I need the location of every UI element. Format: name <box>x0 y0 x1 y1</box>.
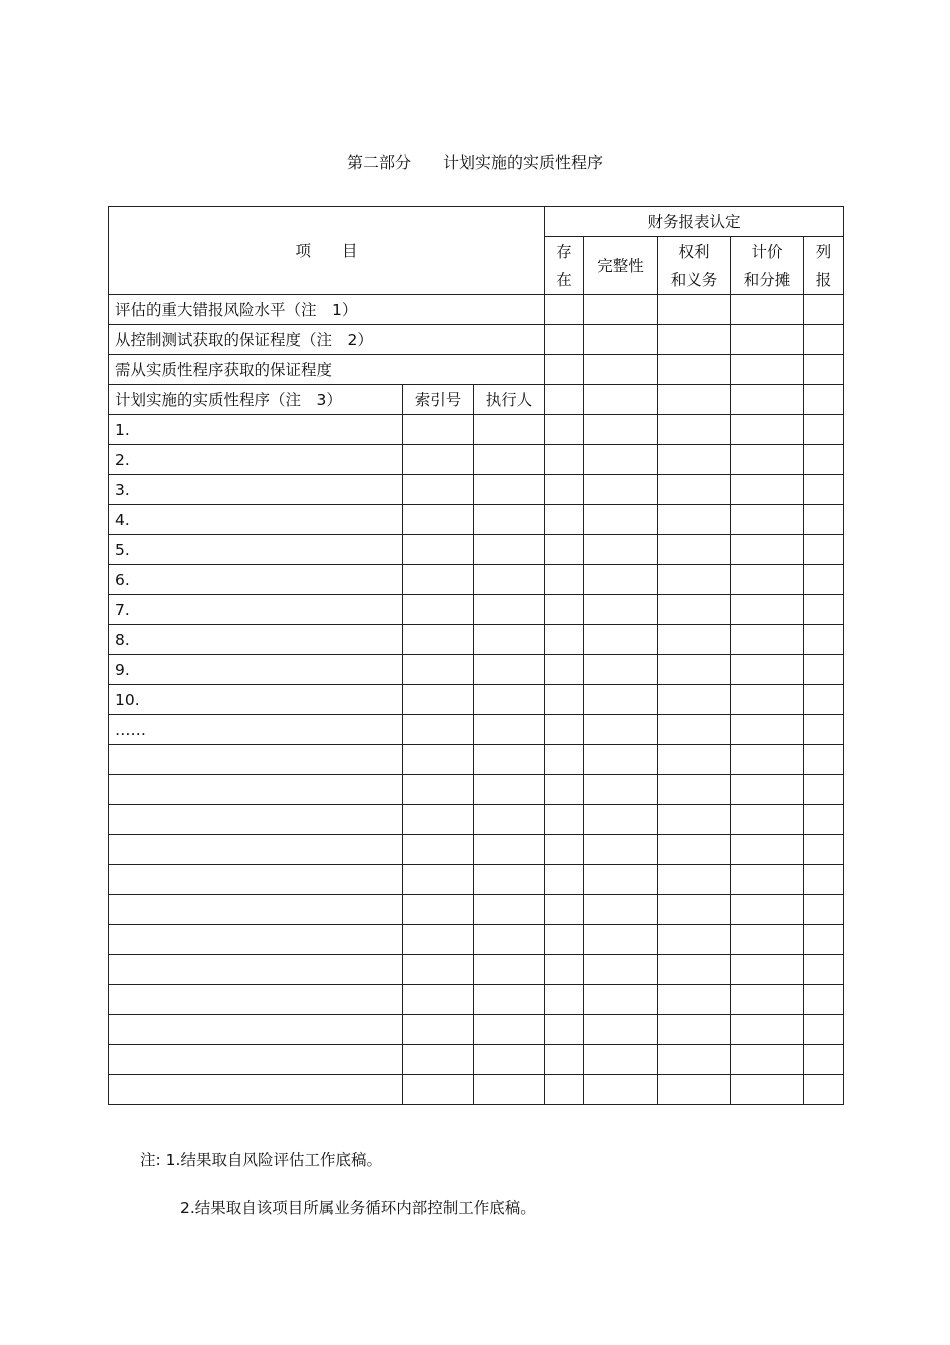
cell[interactable] <box>804 385 844 415</box>
cell[interactable] <box>658 295 731 325</box>
procedure-row-label[interactable]: 1. <box>109 415 403 445</box>
cell[interactable] <box>474 475 545 505</box>
cell[interactable] <box>731 835 804 865</box>
procedure-row <box>109 865 844 895</box>
cell[interactable] <box>804 505 844 535</box>
procedure-row-label[interactable]: 2. <box>109 445 403 475</box>
cell[interactable] <box>545 325 584 355</box>
cell[interactable] <box>731 1045 804 1075</box>
cell[interactable] <box>658 565 731 595</box>
cell[interactable] <box>403 625 474 655</box>
cell[interactable] <box>545 505 584 535</box>
cell[interactable] <box>584 835 658 865</box>
procedure-row <box>109 955 844 985</box>
cell[interactable] <box>584 535 658 565</box>
cell[interactable] <box>731 655 804 685</box>
cell[interactable] <box>731 895 804 925</box>
cell[interactable] <box>584 595 658 625</box>
header-col-existence: 存 在 <box>545 237 584 295</box>
cell[interactable] <box>545 805 584 835</box>
cell[interactable] <box>658 715 731 745</box>
cell[interactable] <box>545 385 584 415</box>
cell[interactable] <box>731 985 804 1015</box>
cell[interactable] <box>474 715 545 745</box>
cell[interactable] <box>731 475 804 505</box>
cell[interactable] <box>804 985 844 1015</box>
cell[interactable] <box>545 685 584 715</box>
cell[interactable] <box>804 775 844 805</box>
cell[interactable] <box>474 835 545 865</box>
cell[interactable] <box>545 865 584 895</box>
header-col-completeness: 完整性 <box>584 237 658 295</box>
procedure-row <box>109 1045 844 1075</box>
cell[interactable] <box>804 475 844 505</box>
cell[interactable] <box>474 1075 545 1105</box>
cell[interactable] <box>545 625 584 655</box>
procedure-row-label[interactable] <box>109 745 403 775</box>
row-procedures-label: 计划实施的实质性程序（注 3） <box>109 385 403 415</box>
cell[interactable] <box>658 865 731 895</box>
cell[interactable] <box>731 775 804 805</box>
procedure-row-label[interactable]: 7. <box>109 595 403 625</box>
procedure-row-label[interactable] <box>109 835 403 865</box>
cell[interactable] <box>804 1015 844 1045</box>
cell[interactable] <box>731 1015 804 1045</box>
cell[interactable] <box>403 865 474 895</box>
procedure-row <box>109 745 844 775</box>
cell[interactable] <box>584 925 658 955</box>
row-risk-label: 评估的重大错报风险水平（注 1） <box>109 295 545 325</box>
cell[interactable] <box>731 745 804 775</box>
cell[interactable] <box>545 595 584 625</box>
procedure-row-label[interactable]: 3. <box>109 475 403 505</box>
cell[interactable] <box>403 745 474 775</box>
header-col-valuation: 计价 和分摊 <box>731 237 804 295</box>
cell[interactable] <box>658 505 731 535</box>
procedure-row <box>109 1075 844 1105</box>
cell[interactable] <box>804 895 844 925</box>
cell[interactable] <box>584 505 658 535</box>
cell[interactable] <box>658 475 731 505</box>
cell[interactable] <box>731 565 804 595</box>
cell[interactable] <box>474 415 545 445</box>
procedure-row-label[interactable]: 4. <box>109 505 403 535</box>
procedure-row <box>109 715 844 745</box>
cell[interactable] <box>584 775 658 805</box>
cell[interactable] <box>804 715 844 745</box>
cell[interactable] <box>545 715 584 745</box>
row-substantive-label: 需从实质性程序获取的保证程度 <box>109 355 545 385</box>
cell[interactable] <box>474 895 545 925</box>
cell[interactable] <box>584 985 658 1015</box>
procedure-row <box>109 415 844 445</box>
cell[interactable] <box>804 415 844 445</box>
procedure-row-label[interactable]: …… <box>109 715 403 745</box>
procedure-row <box>109 925 844 955</box>
cell[interactable] <box>403 925 474 955</box>
procedure-row-label[interactable] <box>109 775 403 805</box>
cell[interactable] <box>545 295 584 325</box>
cell[interactable] <box>545 1075 584 1105</box>
cell[interactable] <box>403 655 474 685</box>
cell[interactable] <box>731 805 804 835</box>
cell[interactable] <box>804 295 844 325</box>
cell[interactable] <box>545 655 584 685</box>
cell[interactable] <box>403 415 474 445</box>
cell[interactable] <box>545 475 584 505</box>
cell[interactable] <box>403 955 474 985</box>
cell[interactable] <box>474 1045 545 1075</box>
cell[interactable] <box>403 1075 474 1105</box>
header-assertions-group: 财务报表认定 <box>545 207 844 237</box>
cell[interactable] <box>731 715 804 745</box>
index-header: 索引号 <box>403 385 474 415</box>
procedure-row <box>109 475 844 505</box>
procedure-row <box>109 565 844 595</box>
cell[interactable] <box>658 805 731 835</box>
cell[interactable] <box>403 1015 474 1045</box>
cell[interactable] <box>658 595 731 625</box>
procedure-row-label[interactable] <box>109 1045 403 1075</box>
row-control-label: 从控制测试获取的保证程度（注 2） <box>109 325 545 355</box>
cell[interactable] <box>403 895 474 925</box>
procedure-row <box>109 835 844 865</box>
note-1: 注: 1.结果取自风险评估工作底稿。 <box>140 1151 382 1169</box>
procedure-row <box>109 985 844 1015</box>
cell[interactable] <box>731 415 804 445</box>
cell[interactable] <box>545 1045 584 1075</box>
cell[interactable] <box>804 865 844 895</box>
cell[interactable] <box>584 445 658 475</box>
cell[interactable] <box>545 745 584 775</box>
cell[interactable] <box>658 895 731 925</box>
cell[interactable] <box>403 715 474 745</box>
cell[interactable] <box>658 775 731 805</box>
procedure-row <box>109 535 844 565</box>
cell[interactable] <box>584 895 658 925</box>
procedure-row <box>109 595 844 625</box>
cell[interactable] <box>804 355 844 385</box>
cell[interactable] <box>804 835 844 865</box>
cell[interactable] <box>658 1075 731 1105</box>
cell[interactable] <box>584 355 658 385</box>
cell[interactable] <box>545 565 584 595</box>
cell[interactable] <box>731 445 804 475</box>
cell[interactable] <box>545 925 584 955</box>
procedure-row-label[interactable] <box>109 1015 403 1045</box>
cell[interactable] <box>731 685 804 715</box>
cell[interactable] <box>474 775 545 805</box>
header-item: 项 目 <box>109 207 545 295</box>
cell[interactable] <box>658 445 731 475</box>
cell[interactable] <box>474 625 545 655</box>
procedure-row <box>109 685 844 715</box>
cell[interactable] <box>804 955 844 985</box>
cell[interactable] <box>584 565 658 595</box>
cell[interactable] <box>403 985 474 1015</box>
page-title: 第二部分 计划实施的实质性程序 <box>346 153 603 172</box>
cell[interactable] <box>804 805 844 835</box>
cell[interactable] <box>804 745 844 775</box>
procedure-row-label[interactable]: 5. <box>109 535 403 565</box>
cell[interactable] <box>545 445 584 475</box>
cell[interactable] <box>584 475 658 505</box>
procedure-row <box>109 505 844 535</box>
cell[interactable] <box>584 865 658 895</box>
cell[interactable] <box>658 415 731 445</box>
procedure-row <box>109 655 844 685</box>
procedure-row-label[interactable]: 8. <box>109 625 403 655</box>
cell[interactable] <box>731 295 804 325</box>
cell[interactable] <box>584 1015 658 1045</box>
cell[interactable] <box>658 655 731 685</box>
cell[interactable] <box>584 745 658 775</box>
cell[interactable] <box>658 625 731 655</box>
cell[interactable] <box>584 625 658 655</box>
cell[interactable] <box>658 955 731 985</box>
cell[interactable] <box>545 955 584 985</box>
procedure-row-label[interactable]: 6. <box>109 565 403 595</box>
cell[interactable] <box>731 625 804 655</box>
cell[interactable] <box>731 505 804 535</box>
procedure-row-label[interactable] <box>109 805 403 835</box>
cell[interactable] <box>403 805 474 835</box>
cell[interactable] <box>658 835 731 865</box>
cell[interactable] <box>658 1015 731 1045</box>
cell[interactable] <box>731 865 804 895</box>
cell[interactable] <box>584 1045 658 1075</box>
cell[interactable] <box>584 685 658 715</box>
cell[interactable] <box>403 445 474 475</box>
procedure-row-label[interactable] <box>109 985 403 1015</box>
cell[interactable] <box>658 985 731 1015</box>
cell[interactable] <box>474 595 545 625</box>
cell[interactable] <box>403 775 474 805</box>
cell[interactable] <box>474 505 545 535</box>
cell[interactable] <box>658 745 731 775</box>
cell[interactable] <box>658 355 731 385</box>
procedure-row <box>109 1015 844 1045</box>
cell[interactable] <box>584 715 658 745</box>
cell[interactable] <box>731 535 804 565</box>
cell[interactable] <box>474 925 545 955</box>
note-2: 2.结果取自该项目所属业务循环内部控制工作底稿。 <box>180 1199 536 1217</box>
cell[interactable] <box>545 415 584 445</box>
cell[interactable] <box>403 595 474 625</box>
cell[interactable] <box>804 325 844 355</box>
cell[interactable] <box>545 355 584 385</box>
cell[interactable] <box>545 895 584 925</box>
procedure-row <box>109 895 844 925</box>
cell[interactable] <box>731 595 804 625</box>
cell[interactable] <box>545 1015 584 1045</box>
cell[interactable] <box>584 955 658 985</box>
cell[interactable] <box>804 445 844 475</box>
cell[interactable] <box>474 745 545 775</box>
cell[interactable] <box>545 835 584 865</box>
cell[interactable] <box>474 865 545 895</box>
cell[interactable] <box>584 1075 658 1105</box>
cell[interactable] <box>731 955 804 985</box>
cell[interactable] <box>584 325 658 355</box>
cell[interactable] <box>403 835 474 865</box>
procedure-row <box>109 805 844 835</box>
procedure-row-label[interactable]: 10. <box>109 685 403 715</box>
cell[interactable] <box>731 1075 804 1105</box>
cell[interactable] <box>403 685 474 715</box>
procedure-row-label[interactable] <box>109 1075 403 1105</box>
cell[interactable] <box>804 595 844 625</box>
header-col-rights: 权利 和义务 <box>658 237 731 295</box>
cell[interactable] <box>804 565 844 595</box>
cell[interactable] <box>731 925 804 955</box>
cell[interactable] <box>474 565 545 595</box>
cell[interactable] <box>658 685 731 715</box>
cell[interactable] <box>731 385 804 415</box>
procedure-row-label[interactable]: 9. <box>109 655 403 685</box>
cell[interactable] <box>403 565 474 595</box>
cell[interactable] <box>804 1045 844 1075</box>
procedure-row <box>109 445 844 475</box>
cell[interactable] <box>545 775 584 805</box>
cell[interactable] <box>584 655 658 685</box>
executor-header: 执行人 <box>474 385 545 415</box>
cell[interactable] <box>804 625 844 655</box>
cell[interactable] <box>804 925 844 955</box>
cell[interactable] <box>804 685 844 715</box>
cell[interactable] <box>584 295 658 325</box>
cell[interactable] <box>731 355 804 385</box>
cell[interactable] <box>731 325 804 355</box>
cell[interactable] <box>474 535 545 565</box>
procedure-row <box>109 625 844 655</box>
cell[interactable] <box>804 1075 844 1105</box>
header-col-presentation: 列 报 <box>804 237 844 295</box>
cell[interactable] <box>584 385 658 415</box>
cell[interactable] <box>474 985 545 1015</box>
cell[interactable] <box>545 985 584 1015</box>
cell[interactable] <box>658 1045 731 1075</box>
cell[interactable] <box>584 415 658 445</box>
cell[interactable] <box>474 955 545 985</box>
cell[interactable] <box>658 385 731 415</box>
cell[interactable] <box>584 805 658 835</box>
cell[interactable] <box>403 535 474 565</box>
cell[interactable] <box>658 925 731 955</box>
cell[interactable] <box>403 1045 474 1075</box>
cell[interactable] <box>804 655 844 685</box>
cell[interactable] <box>804 535 844 565</box>
cell[interactable] <box>403 475 474 505</box>
cell[interactable] <box>545 535 584 565</box>
substantive-procedures-table <box>108 206 844 1105</box>
cell[interactable] <box>474 655 545 685</box>
procedure-row-label[interactable] <box>109 865 403 895</box>
cell[interactable] <box>474 1015 545 1045</box>
cell[interactable] <box>658 535 731 565</box>
cell[interactable] <box>474 805 545 835</box>
procedure-row-label[interactable] <box>109 955 403 985</box>
cell[interactable] <box>403 505 474 535</box>
cell[interactable] <box>658 325 731 355</box>
cell[interactable] <box>474 445 545 475</box>
procedure-row-label[interactable] <box>109 895 403 925</box>
cell[interactable] <box>474 685 545 715</box>
procedure-row-label[interactable] <box>109 925 403 955</box>
procedure-row <box>109 775 844 805</box>
